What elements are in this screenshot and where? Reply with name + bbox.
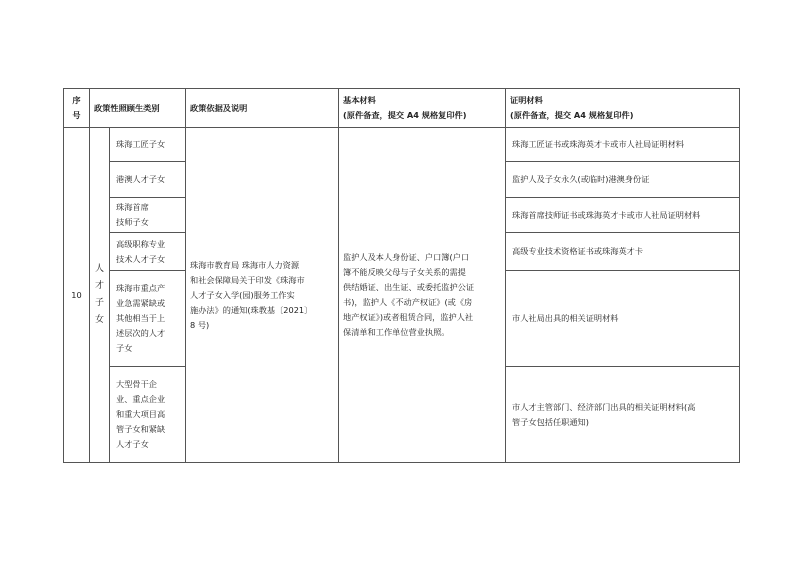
policy-basis-cell: 珠海市教育局 珠海市人力资源 和社会保障局关于印发《珠海市 人才子女入学(园)服务工作实 施办法》的通知(珠教基〔2021〕 8 号) (186, 128, 339, 463)
table-header-row (64, 89, 740, 128)
header-category: 政策性照顾生类别 (90, 89, 186, 128)
proof-cell: 珠海首席技师证书或珠海英才卡或市人社局证明材料 (506, 198, 740, 233)
table-row (64, 128, 740, 162)
header-index: 序 号 (64, 89, 90, 128)
proof-cell: 市人才主管部门、经济部门出具的相关证明材料(高 管子女包括任职通知) (506, 367, 740, 463)
subcategory-cell: 珠海市重点产 业急需紧缺或 其他相当于上 述层次的人才 子女 (110, 271, 186, 367)
basic-materials-cell: 监护人及本人身份证、户口簿(户口 簿不能反映父母与子女关系的需提 供结婚证、出生证、或委托监护公证 书)，监护人《不动产权证》(或《房 地产权证》)或者租赁合同，监护人社 保清单和工作单位营业执照。 (339, 128, 506, 463)
policy-table (63, 88, 740, 463)
subcategory-cell: 珠海工匠子女 (110, 128, 186, 162)
subcategory-cell: 大型骨干企 业、重点企业 和重大项目高 管子女和紧缺 人才子女 (110, 367, 186, 463)
header-basis: 政策依据及说明 (186, 89, 339, 128)
proof-cell: 高级专业技术资格证书或珠海英才卡 (506, 233, 740, 271)
subcategory-cell: 高级职称专业 技术人才子女 (110, 233, 186, 271)
header-proofs: 证明材料 (原件备查，提交 A4 规格复印件) (506, 89, 740, 128)
proof-cell: 监护人及子女永久(或临时)港澳身份证 (506, 162, 740, 198)
header-materials: 基本材料 (原件备查，提交 A4 规格复印件) (339, 89, 506, 128)
subcategory-cell: 珠海首席 技师子女 (110, 198, 186, 233)
subcategory-cell: 港澳人才子女 (110, 162, 186, 198)
row-index: 10 (64, 128, 90, 463)
group-label: 人 才 子 女 (90, 128, 110, 463)
proof-cell: 珠海工匠证书或珠海英才卡或市人社局证明材料 (506, 128, 740, 162)
proof-cell: 市人社局出具的相关证明材料 (506, 271, 740, 367)
